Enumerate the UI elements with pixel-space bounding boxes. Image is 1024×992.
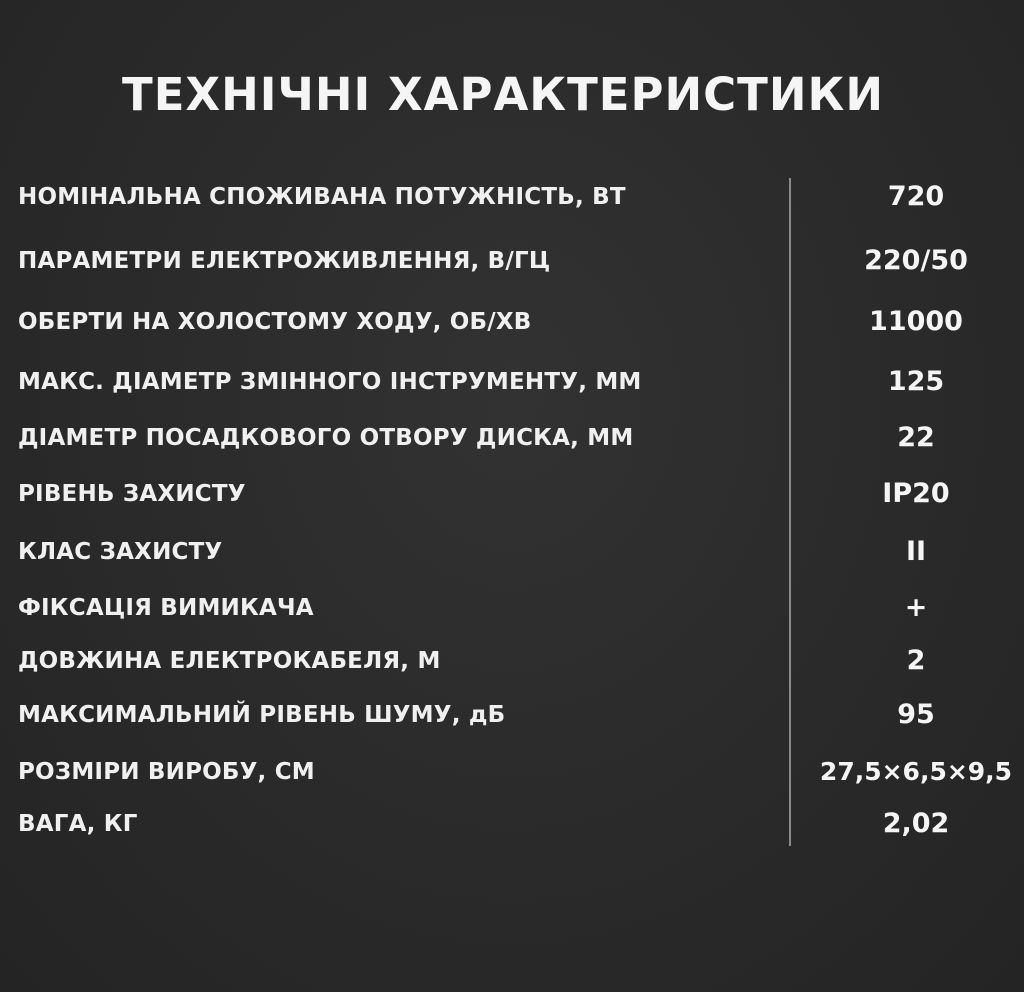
spec-label: ДОВЖИНА ЕЛЕКТРОКАБЕЛЯ, М [18,648,441,674]
spec-label: ОБЕРТИ НА ХОЛОСТОМУ ХОДУ, ОБ/ХВ [18,309,532,335]
spec-label: ДІАМЕТР ПОСАДКОВОГО ОТВОРУ ДИСКА, ММ [18,425,634,451]
spec-label: РОЗМІРИ ВИРОБУ, СМ [18,759,315,785]
spec-label: ВАГА, КГ [18,811,138,837]
spec-row-cable-length [0,641,1024,681]
spec-row-power-supply [0,241,1024,281]
spec-label: МАКС. ДІАМЕТР ЗМІННОГО ІНСТРУМЕНТУ, ММ [18,369,642,395]
spec-label: МАКСИМАЛЬНИЙ РІВЕНЬ ШУМУ, дБ [18,702,506,728]
spec-row-dimensions [0,752,1024,792]
spec-value: IP20 [882,478,950,509]
spec-value: 2,02 [882,808,950,839]
spec-value: 125 [887,366,945,397]
spec-value: 11000 [869,306,963,337]
spec-row-protection-level [0,474,1024,514]
spec-value: 720 [887,181,945,212]
spec-row-idle-speed [0,302,1024,342]
spec-label: ПАРАМЕТРИ ЕЛЕКТРОЖИВЛЕННЯ, В/ГЦ [18,248,551,274]
spec-value: 27,5×6,5×9,5 [819,757,1013,786]
spec-row-noise-level [0,695,1024,735]
spec-row-protection-class [0,532,1024,572]
spec-row-weight [0,804,1024,844]
page-title: ТЕХНІЧНІ ХАРАКТЕРИСТИКИ [122,68,884,121]
spec-label: ФІКСАЦІЯ ВИМИКАЧА [18,595,314,621]
spec-row-bore-diameter [0,418,1024,458]
spec-label: НОМІНАЛЬНА СПОЖИВАНА ПОТУЖНІСТЬ, ВТ [18,184,626,210]
spec-label: РІВЕНЬ ЗАХИСТУ [18,481,246,507]
spec-value: 22 [897,422,935,453]
spec-value: II [905,536,927,567]
spec-row-tool-diameter [0,362,1024,402]
spec-value: 95 [897,699,935,730]
spec-value: 2 [906,645,926,676]
spec-value: + [904,592,928,623]
spec-row-switch-lock [0,588,1024,628]
spec-row-power [0,177,1024,217]
spec-label: КЛАС ЗАХИСТУ [18,539,223,565]
spec-value: 220/50 [864,245,968,276]
